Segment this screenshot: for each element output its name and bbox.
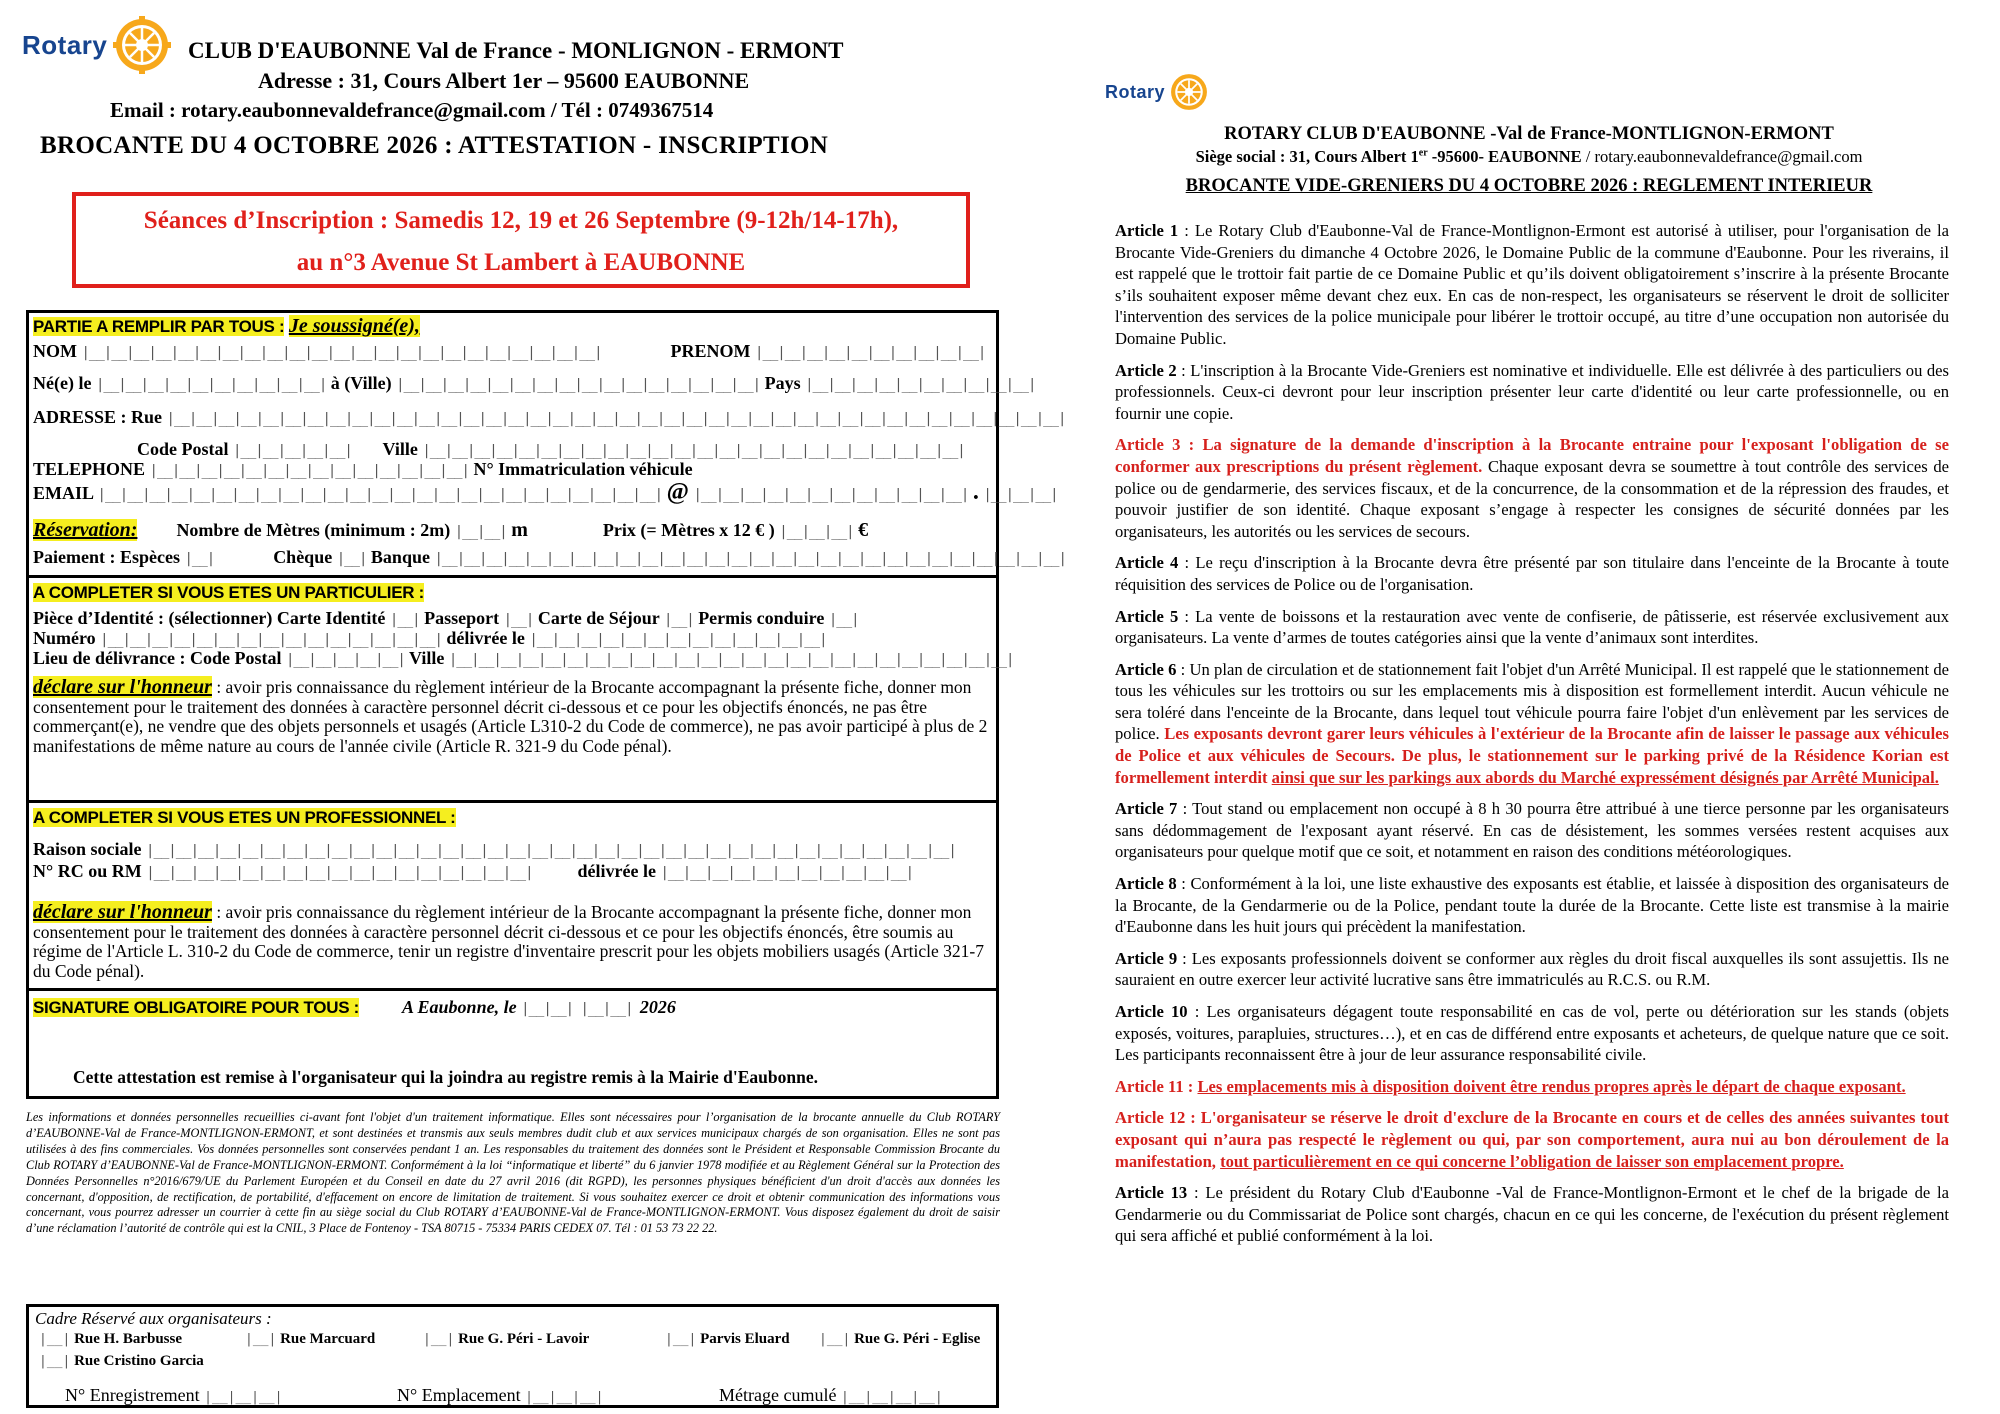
plate-label: N° Immatriculation véhicule — [473, 459, 693, 479]
license-box[interactable]: |__| — [828, 612, 859, 628]
nom-field[interactable]: |__|__|__|__|__|__|__|__|__|__|__|__|__|__|__|__|__|__|__|__|__|__|__| — [81, 345, 602, 361]
birthdate-label: Né(e) le — [33, 373, 92, 393]
rc-issued-field[interactable]: |__|__|__|__|__|__|__|__|__|__|__| — [660, 865, 914, 881]
article-3-text: Chaque exposant devra se soumettre à tout contrôle des services de police ou de gendarmerie, des services fiscaux, et de la concurrence, de la consommation et de la répression des fraudes, et pouvoir justifier de son identité. Chaque exposant s’engage à respecter les consignes de sécurité données par les organisateurs, les autorités ou les services de secours. — [1115, 456, 1949, 541]
postal-code-label: Code Postal — [137, 439, 229, 459]
issue-place-label: Lieu de délivrance : Code Postal — [33, 648, 282, 668]
club-address: Adresse : 31, Cours Albert 1er – 95600 EAUBONNE — [258, 68, 750, 93]
price-label: Prix (= Mètres x 12 € ) — [602, 520, 775, 540]
residence-label: Carte de Séjour — [537, 608, 660, 628]
rc-field[interactable]: |__|__|__|__|__|__|__|__|__|__|__|__|__|__|__|__|__| — [146, 865, 533, 881]
zone-barbusse: Rue H. Barbusse — [74, 1331, 182, 1347]
page-title: BROCANTE DU 4 OCTOBRE 2026 : ATTESTATION - INSCRIPTION — [40, 132, 829, 159]
zone-marcuard-box[interactable]: |__| — [245, 1332, 277, 1347]
company-name-label: Raison sociale — [33, 839, 142, 859]
license-label: Permis conduire — [698, 608, 825, 628]
phone-label: TELEPHONE — [33, 459, 146, 479]
organizers-box — [26, 1304, 999, 1408]
email-label: EMAIL — [33, 483, 94, 503]
professional-declaration — [33, 903, 993, 981]
payment-check-label: Chèque — [273, 547, 333, 567]
rotary-wordmark-small: Rotary — [1105, 81, 1166, 102]
rules-page — [1105, 72, 1953, 1402]
euro-sign: € — [858, 519, 869, 541]
section-all — [29, 313, 1066, 578]
article-6-underlined: ainsi que sur les parkings aux abords du Marché expressément désignés par Arrêté Municipal. — [1271, 767, 1939, 787]
organizers-title: Cadre Réservé aux organisateurs : — [35, 1309, 272, 1328]
attestation-note: Cette attestation est remise à l'organisateur qui la joindra au registre remis à la Mairie d'Eaubonne. — [73, 1067, 818, 1087]
club-name: CLUB D'EAUBONNE Val de France - MONLIGNON - ERMONT — [188, 38, 844, 63]
article-8-text: : Conformément à la loi, une liste exhaustive des exposants est établie, et laissée à disposition des organisateurs de la Brocante, de la Gendarmerie ou de la Police, pendant toute la durée de la Brocante. Cette liste est transmise à la mairie d'Eaubonne dans les huit jours qui précèdent la manifestation. — [1115, 874, 1949, 937]
slot-number-label: N° Emplacement — [397, 1385, 521, 1405]
article-6-text: : Un plan de circulation et de stationnement fait l'objet d'un Arrêté Municipal. Il est rappelé que le stationnement de tous les véhicules sur les trottoirs ou sur les emplacements mis à disposition est formellement interdit. Aucun véhicule ne sera toléré dans l'enceinte de la Brocante, dans lequel tout véhicule pourra faire l'objet d'un enlèvement par les services de police. — [1115, 659, 1949, 744]
article-11-text: Les emplacements mis à disposition doivent être rendus propres après le départ de chaque exposant. — [1197, 1076, 1906, 1096]
zone-peri-eglise-box[interactable]: |__| — [819, 1332, 851, 1347]
article-5 — [1115, 606, 1949, 649]
phone-field[interactable]: |__|__|__|__|__|__|__|__|__|__|__|__|__|__| — [149, 463, 469, 479]
city-field[interactable]: |__|__|__|__|__|__|__|__|__|__|__|__|__|__|__|__|__|__|__|__|__|__|__|__| — [422, 443, 965, 459]
hq-city: -95600- EAUBONNE — [1427, 147, 1582, 166]
slot-number-field[interactable]: |__|__|__| — [525, 1390, 604, 1405]
street-field[interactable]: |__|__|__|__|__|__|__|__|__|__|__|__|__|__|__|__|__|__|__|__|__|__|__|__|__|__|__|__|__|__|__|__|__|__|__|__|__|__|__|__| — [166, 411, 1066, 427]
article-9-label: Article 9 — [1115, 948, 1178, 968]
postal-code-field[interactable]: |__|__|__|__|__| — [233, 443, 352, 459]
club-contact: Email : rotary.eaubonnevaldefrance@gmail.com / Tél : 0749367514 — [110, 98, 714, 122]
article-3 — [1115, 434, 1949, 542]
zone-garcia-box[interactable]: |__| — [39, 1354, 71, 1369]
article-5-label: Article 5 — [1115, 606, 1179, 626]
article-9-text: : Les exposants professionnels doivent se conformer aux règles du droit fiscal auxquelles ils sont assujettis. Ils ne sauraient en outre exercer leur activité lucrative sans être immatriculés au R.C.S. ou R.M. — [1115, 948, 1949, 990]
registration-number-field[interactable]: |__|__|__| — [204, 1390, 283, 1405]
article-9 — [1115, 948, 1949, 991]
signature-heading: SIGNATURE OBLIGATOIRE POUR TOUS : — [33, 998, 360, 1017]
article-1 — [1115, 220, 1949, 350]
privacy-notice: Les informations et données personnelles recueillies ci-avant font l'objet d'un traitement informatique. Elles sont nécessaires pour l’organisation de la brocante annuelle du Club ROTARY d’EAUBONNE-Val de France-MONTLIGNON-ERMONT, et sont destinées et transmis aux seuls membres dudit club et aux services municipaux chargés de son organisation. Elles ne sont pas utilisées à des fins commerciales. Vos données personnelles sont conservées pendant 1 an. Les responsables du traitement des données sont le Président et Responsable Commission Brocante du Club ROTARY d’EAUBONNE-Val de France-MONTLIGNON-ERMONT. Conformément à la loi “informatique et liberté” du 6 janvier 1978 modifiée et au Règlement Général sur la Protection des Données Personnelles n°2016/679/UE du Parlement Européen et du Conseil en date du 27 avril 2016 (dit RGPD), les personnes physiques bénéficient d'un droit d'accès aux données les concernant, d'opposition, de rectification, de portabilité, d'effacement on encore de limitation de traitement. Si vous souhaitez exercer ce droit et obtenir communication des informations vous concernant, vous pourrez adresser un courrier à cette fin au siège social du Club ROTARY d’EAUBONNE-Val de France-MONTLIGNON-ERMONT. Vous disposez également du droit de saisir d’une réclamation l’autorité de contrôle qui est la CNIL, 3 Place de Fontenoy - TSA 80715 - 75334 PARIS CEDEX 07. Tél : 01 53 73 22 22. — [26, 1110, 1000, 1236]
birthdate-field[interactable]: |__|__|__|__|__|__|__|__|__|__| — [95, 377, 327, 393]
hq-address: Siège social : 31, Cours Albert 1 — [1195, 147, 1419, 166]
cumulated-length-label: Métrage cumulé — [719, 1385, 837, 1405]
individual-declaration — [33, 678, 993, 756]
signature-date-field[interactable]: |__|__| |__|__| — [521, 1001, 640, 1017]
reservation-label: Réservation: — [33, 519, 138, 541]
email-user-field[interactable]: |__|__|__|__|__|__|__|__|__|__|__|__|__|__|__|__|__|__|__|__|__|__|__|__|__| — [97, 487, 663, 503]
issue-city-field[interactable]: |__|__|__|__|__|__|__|__|__|__|__|__|__|__|__|__|__|__|__|__|__|__|__|__|__| — [448, 652, 1014, 668]
payment-cash-label: Paiement : Espèces — [33, 547, 180, 567]
country-label: Pays — [764, 373, 801, 393]
rules-articles — [1115, 220, 1949, 1257]
article-12 — [1115, 1107, 1949, 1172]
payment-check-box[interactable]: |__| — [336, 551, 367, 567]
rotary-wheel-icon — [113, 16, 171, 74]
section-signature — [29, 991, 996, 1096]
dot-sign: . — [972, 479, 979, 505]
rules-title: BROCANTE VIDE-GRENIERS DU 4 OCTOBRE 2026 : REGLEMENT INTERIEUR — [1185, 176, 1873, 196]
article-12-text: Article 12 : L'organisateur se réserve le droit d'exclure de la Brocante en cours et de celles des années suivantes tout exposant qui n’aura pas respecté le règlement ou qui, par son comportement, aura nui au bon déroulement de la manifestation, — [1115, 1108, 1949, 1171]
article-6-emphasis: Les exposants devront garer leurs véhicules à l'extérieur de la Brocante afin de laisser le passage aux véhicules de Police et aux véhicules de Secours. De plus, le stationnement sur le parking privé de la Résidence Korian est formellement interdit — [1115, 724, 1949, 787]
article-3-emphasis: Article 3 : La signature de la demande d'inscription à la Brocante entraine pour l'exposant l'obligation de se conformer aux prescriptions du présent règlement. — [1115, 435, 1949, 476]
email-domain-field[interactable]: |__|__|__|__|__|__|__|__|__|__|__|__| — [693, 487, 969, 503]
hq-email: / rotary.eaubonnevaldefrance@gmail.com — [1581, 147, 1863, 166]
zone-peri-lavoir-box[interactable]: |__| — [423, 1332, 455, 1347]
article-2-label: Article 2 — [1115, 360, 1177, 380]
rules-club-name: ROTARY CLUB D'EAUBONNE -Val de France-MONTLIGNON-ERMONT — [1224, 124, 1834, 144]
signature-place: A Eaubonne, le — [402, 997, 517, 1017]
rotary-logo-small — [1105, 72, 1209, 112]
professional-declare-label: déclare sur l'honneur — [33, 901, 212, 923]
zone-eluard-box[interactable]: |__| — [665, 1332, 697, 1347]
article-5-text: : La vente de boissons et la restauration avec vente de confiserie, de pâtisserie, est réservée exclusivement aux organisateurs. La vente d’armes de toutes catégories ainsi que la vente d’animaux sont interdites. — [1115, 606, 1950, 648]
article-13-text: : Le président du Rotary Club d'Eaubonne -Val de France-Montlignon-Ermont et le chef de la brigade de la Gendarmerie ou du Commissariat de Police sont chargés, chacun en ce qui les concerne, de l'exécution du présent règlement qui sera affiché et publié conformément à la loi. — [1115, 1183, 1949, 1246]
rc-issued-label: délivrée le — [577, 861, 656, 881]
article-2-text: : L'inscription à la Brocante Vide-Greniers est nominative et individuelle. Elle est délivrée à des particuliers ou des professionnels. Ceux-ci devront pour leur inscription présenter leur carte d'identité ou leur carte professionnelle, ou en fournir une copie. — [1115, 360, 1949, 423]
zone-barbusse-box[interactable]: |__| — [39, 1332, 71, 1347]
article-1-label: Article 1 — [1115, 221, 1179, 240]
at-sign: @ — [666, 479, 689, 505]
street-label: ADRESSE : Rue — [33, 407, 163, 427]
article-1-text: : Le Rotary Club d'Eaubonne-Val de France-Montlignon-Ermont est autorisé à utiliser, pour l'organisation de la Brocante Vide-Greniers du dimanche 4 Octobre 2026, le Domaine Public de la commune d'Eaubonne. Pour les riverains, il est rappelé que le trottoir fait partie de ce Domaine Public et qu’ils doivent obligatoirement s’inscrire à la présente Brocante s’ils souhaitent exposer même devant chez eux. En cas de non-respect, les organisateurs se réservent le droit de solliciter l'intervention des services de la police municipale pour libérer le trottoir occupé, au titre d’une occupation non autorisée du Domaine Public. — [1115, 221, 1949, 348]
country-field[interactable]: |__|__|__|__|__|__|__|__|__|__| — [805, 377, 1036, 393]
nom-label: NOM — [33, 341, 77, 361]
article-10 — [1115, 1001, 1949, 1066]
article-13-label: Article 13 — [1115, 1183, 1188, 1203]
hq-sup: er — [1418, 147, 1428, 159]
article-8-label: Article 8 — [1115, 874, 1177, 894]
section-professional-heading: A COMPLETER SI VOUS ETES UN PROFESSIONNEL : — [33, 808, 456, 827]
id-number-field[interactable]: |__|__|__|__|__|__|__|__|__|__|__|__|__|__|__| — [100, 632, 442, 648]
section-professional — [29, 803, 996, 991]
registration-sessions-box — [72, 192, 970, 288]
id-type-label: Pièce d’Identité : (sélectionner) Carte Identité — [33, 608, 386, 628]
sessions-line-1: Séances d’Inscription : Samedis 12, 19 et 26 Septembre (9-12h/14-17h), — [143, 207, 899, 234]
sessions-line-2: au n°3 Avenue St Lambert à EAUBONNE — [296, 249, 746, 276]
company-name-field[interactable]: |__|__|__|__|__|__|__|__|__|__|__|__|__|__|__|__|__|__|__|__|__|__|__|__|__|__|__|__|__|__|__|__|__|__|__|__| — [146, 843, 956, 859]
signature-year: 2026 — [639, 997, 676, 1017]
rotary-logo — [22, 16, 171, 74]
prenom-field[interactable]: |__|__|__|__|__|__|__|__|__|__| — [755, 345, 986, 361]
zone-eluard: Parvis Eluard — [700, 1331, 790, 1347]
section-all-subheading: Je soussigné(e), — [288, 315, 420, 337]
article-4 — [1115, 552, 1949, 595]
section-all-heading: PARTIE A REMPLIR PAR TOUS : — [33, 317, 285, 336]
professional-declaration-text: : avoir pris connaissance du règlement intérieur de la Brocante accompagnant la présente fiche, donner mon consentement pour le traitement des données à caractère personnel décrit ci-dessous et ce pour les objectifs énoncés, être soumis au régime de l'Article L. 310-2 du Code de commerce, tenir un registre d'inventaire prescrit pour les objets mobiliers usagés (Article 321-7 du Code pénal). — [33, 902, 985, 981]
attestation-page — [22, 10, 1066, 1410]
article-10-label: Article 10 — [1115, 1002, 1188, 1021]
article-12-underlined: tout particulièrement en ce qui concerne l’obligation de laisser son emplacement propre. — [1220, 1151, 1844, 1171]
article-7-text: : Tout stand ou emplacement non occupé à 8 h 30 pourra être attribué à une tierce personne par les organisateurs sans dédommagement de l'exposant ayant réservé. En cas de désistement, les sommes versées restent acquises aux organisateurs pour quelque motif que ce soit, et notamment en raison des conditions météorologiques. — [1115, 799, 1949, 862]
passport-label: Passeport — [424, 608, 500, 628]
section-individual-heading: A COMPLETER SI VOUS ETES UN PARTICULIER : — [33, 583, 425, 602]
passport-box[interactable]: |__| — [503, 612, 534, 628]
id-issued-label: délivrée le — [446, 628, 525, 648]
issue-city-label: Ville — [409, 648, 445, 668]
issue-postal-field[interactable]: |__|__|__|__|__| — [285, 652, 405, 668]
individual-declare-label: déclare sur l'honneur — [33, 676, 212, 698]
zone-peri-eglise: Rue G. Péri - Eglise — [854, 1331, 981, 1347]
id-card-box[interactable]: |__| — [389, 612, 420, 628]
rotary-wheel-small-icon — [1169, 72, 1209, 112]
section-individual — [29, 578, 1014, 803]
article-7-label: Article 7 — [1115, 799, 1178, 819]
prenom-label: PRENOM — [670, 341, 751, 361]
zone-marcuard: Rue Marcuard — [280, 1331, 376, 1347]
birth-city-field[interactable]: |__|__|__|__|__|__|__|__|__|__|__|__|__|__|__|__| — [396, 377, 761, 393]
individual-declaration-text: : avoir pris connaissance du règlement intérieur de la Brocante accompagnant la présente fiche, donner mon consentement pour le traitement des données à caractère personnel décrit ci-dessous et ce pour les objectifs énoncés, ne pas être commerçant(e), ne vendre que des objets personnels et usagés (Article L310-2 du Code de commerce), ne pas avoir participé à plus de 2 manifestations de même nature au cours de l'année civile (Article R. 321-9 du Code pénal). — [33, 677, 988, 756]
zone-garcia: Rue Cristino Garcia — [74, 1353, 204, 1369]
payment-cash-box[interactable]: |__| — [184, 551, 215, 567]
meters-field[interactable]: |__|__| — [454, 524, 507, 540]
bank-label: Banque — [370, 547, 430, 567]
bank-field[interactable]: |__|__|__|__|__|__|__|__|__|__|__|__|__|__|__|__|__|__|__|__|__|__|__|__|__|__|__|__| — [434, 551, 1066, 567]
city-label: Ville — [382, 439, 418, 459]
article-11 — [1115, 1076, 1949, 1098]
article-6-label: Article 6 — [1115, 659, 1177, 679]
birth-city-label: à (Ville) — [330, 373, 392, 393]
article-4-label: Article 4 — [1115, 553, 1179, 573]
article-8 — [1115, 873, 1949, 938]
email-tld-field[interactable]: |__|__|__| — [983, 487, 1058, 503]
article-2 — [1115, 360, 1949, 425]
price-field[interactable]: |__|__|__| — [779, 524, 854, 540]
meters-label: Nombre de Mètres (minimum : 2m) — [176, 520, 451, 540]
article-6 — [1115, 659, 1949, 789]
cumulated-length-field[interactable]: |__|__|__|__| — [840, 1390, 943, 1405]
rotary-wordmark: Rotary — [22, 29, 108, 60]
article-10-text: : Les organisateurs dégagent toute responsabilité en cas de vol, perte ou détérioration sur les stands (objets exposés, voitures, parapluies, structures…), et en cas de différend entre exposants et acheteurs, de quelque nature que ce soit. Les participants reconnaissent être à jour de leur assurance responsabilité civile. — [1115, 1002, 1949, 1065]
rules-headquarters — [1105, 147, 1953, 167]
rc-label: N° RC ou RM — [33, 861, 142, 881]
registration-form — [26, 310, 1066, 1099]
article-7 — [1115, 798, 1949, 863]
id-number-label: Numéro — [33, 628, 96, 648]
article-11-label: Article 11 : — [1115, 1076, 1198, 1096]
registration-number-label: N° Enregistrement — [65, 1385, 200, 1405]
meters-unit: m — [511, 519, 528, 541]
article-4-text: : Le reçu d'inscription à la Brocante devra être présenté par son titulaire dans l'enceinte de la Brocante à toute réquisition des services de Police ou de l'organisation. — [1115, 553, 1949, 594]
residence-box[interactable]: |__| — [663, 612, 694, 628]
article-13 — [1115, 1182, 1949, 1247]
id-issued-field[interactable]: |__|__|__|__|__|__|__|__|__|__|__|__|__| — [529, 632, 827, 648]
zone-peri-lavoir: Rue G. Péri - Lavoir — [458, 1331, 590, 1347]
